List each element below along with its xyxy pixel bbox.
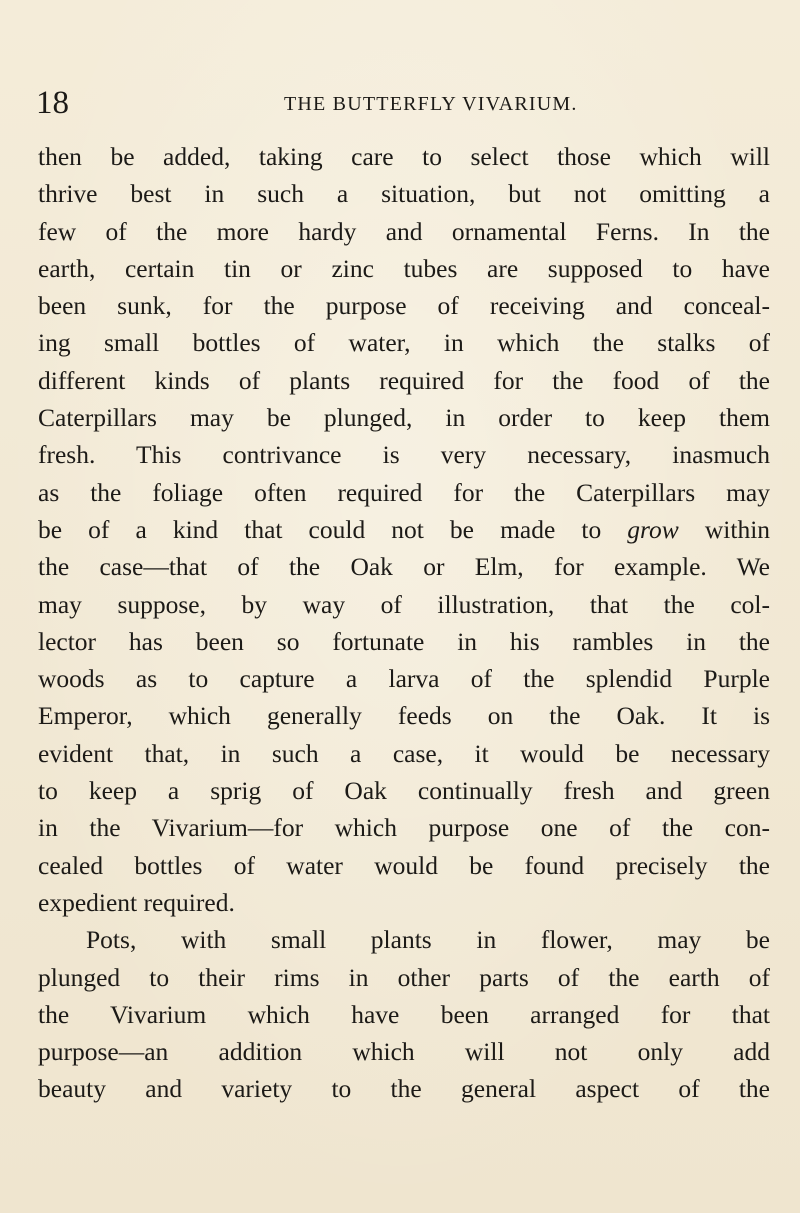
text-line: different kinds of plants required for the food of the (38, 365, 770, 395)
paragraph-start-line: Pots, with small plants in flower, may be (86, 925, 770, 955)
text-line: beauty and variety to the general aspect of the (38, 1074, 770, 1104)
text-line: expedient required. (38, 887, 235, 917)
text-line: may suppose, by way of illustration, that the col- (38, 589, 770, 619)
page-header (0, 86, 800, 126)
text-line-with-italic (38, 511, 770, 548)
text-line: few of the more hardy and ornamental Ferns. In the (38, 216, 770, 246)
body-text (38, 138, 770, 1108)
text-line: evident that, in such a case, it would be necessary (38, 738, 770, 768)
text-line: fresh. This contrivance is very necessary, inasmuch (38, 440, 770, 470)
italic-word: grow (627, 514, 679, 544)
text-line: cealed bottles of water would be found precisely the (38, 850, 770, 880)
text-line: thrive best in such a situation, but not omitting a (38, 179, 770, 209)
text-segment: be of a kind that could not be made to (38, 514, 602, 544)
text-line: been sunk, for the purpose of receiving and conceal- (38, 291, 770, 321)
page-number: 18 (36, 85, 69, 121)
text-line: ing small bottles of water, in which the stalks of (38, 328, 770, 358)
text-line: as the foliage often required for the Caterpillars may (38, 477, 770, 507)
text-line: plunged to their rims in other parts of the earth of (38, 962, 770, 992)
text-line: woods as to capture a larva of the splendid Purple (38, 664, 770, 694)
text-line: Emperor, which generally feeds on the Oak. It is (38, 701, 770, 731)
text-line: in the Vivarium—for which purpose one of the con- (38, 813, 770, 843)
text-line: lector has been so fortunate in his rambles in the (38, 626, 770, 656)
running-title: THE BUTTERFLY VIVARIUM. (284, 93, 578, 115)
text-line: the case—that of the Oak or Elm, for example. We (38, 552, 770, 582)
text-line: then be added, taking care to select those which will (38, 142, 770, 171)
text-line: purpose—an addition which will not only add (38, 1037, 770, 1067)
text-segment: within (704, 514, 771, 544)
text-line: the Vivarium which have been arranged for that (38, 999, 770, 1029)
text-line: Caterpillars may be plunged, in order to keep them (38, 403, 770, 433)
text-line: earth, certain tin or zinc tubes are supposed to have (38, 253, 770, 283)
text-line: to keep a sprig of Oak continually fresh and green (38, 776, 770, 806)
